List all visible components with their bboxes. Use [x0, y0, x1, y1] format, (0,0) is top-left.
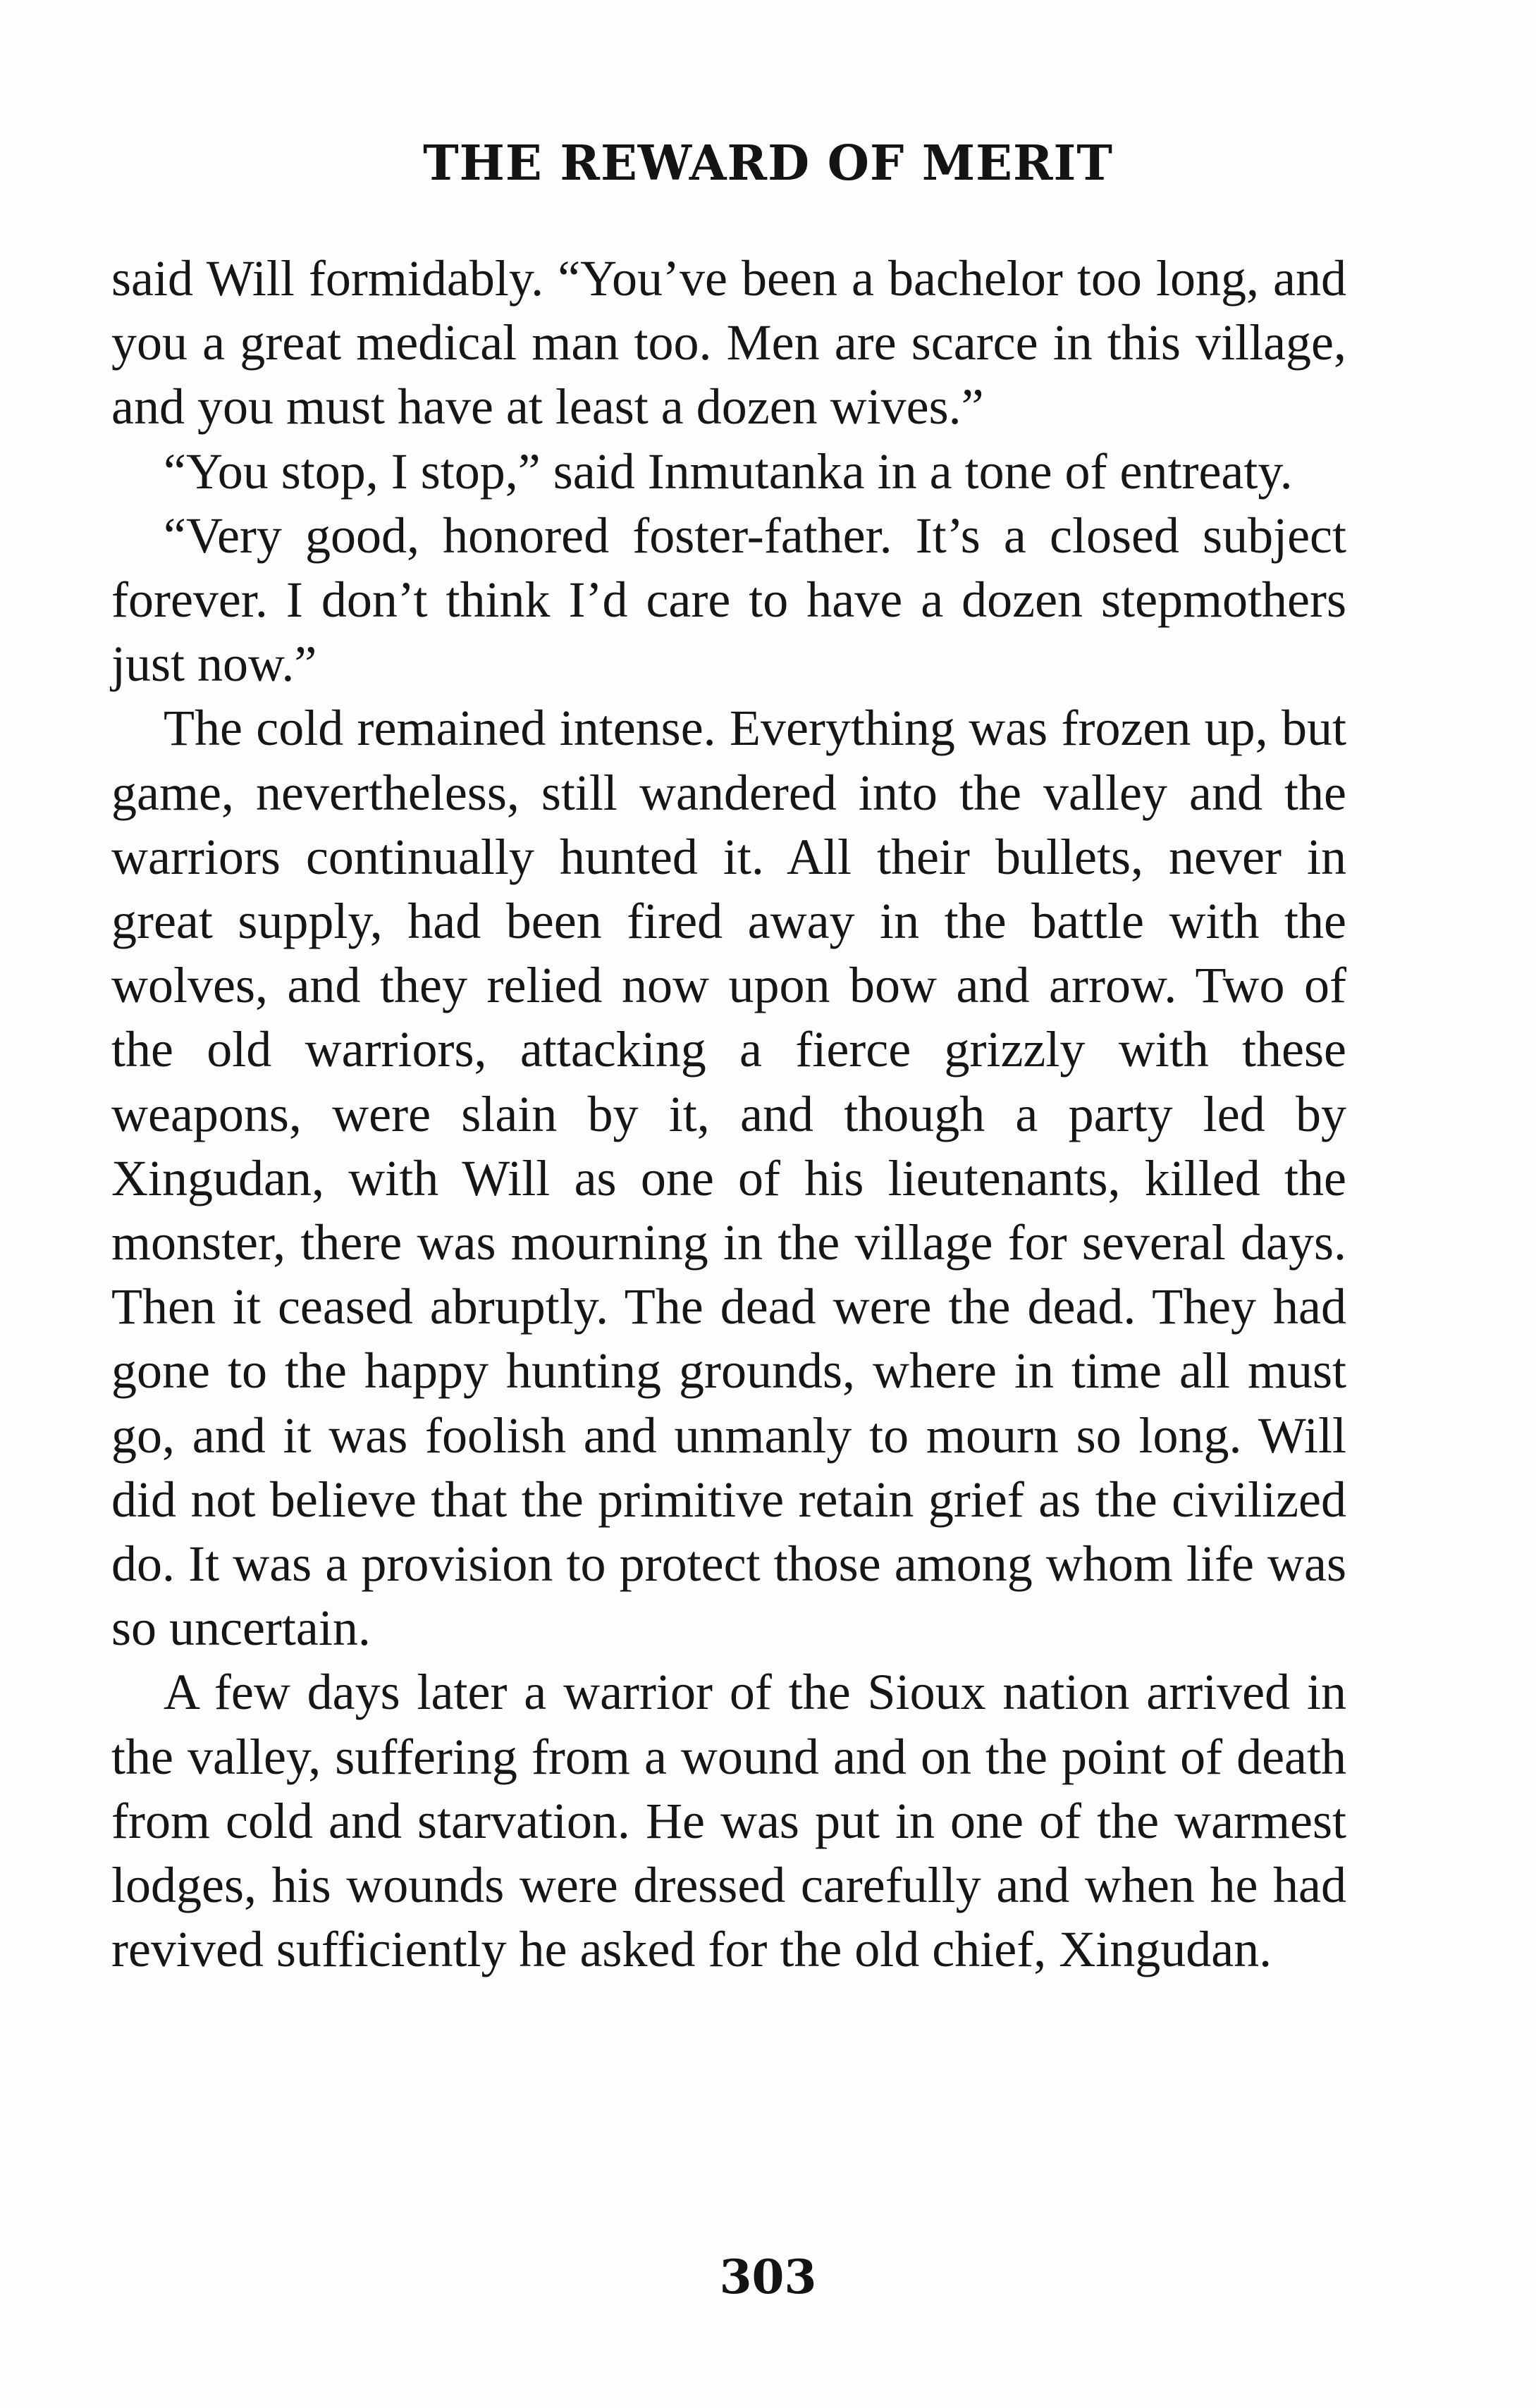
body-text	[111, 247, 1346, 1982]
paragraph: “Very good, honored foster-father. It’s a closed subject forever. I don’t think I’d care to have a dozen stepmothers just now.”	[111, 507, 1346, 693]
page-number: 303	[719, 2249, 817, 2304]
paragraph: “You stop, I stop,” said Inmutanka in a tone of entreaty.	[164, 443, 1293, 500]
paragraph: The cold remained intense. Everything was frozen up, but game, nevertheless, still wandered into the valley and the warriors continually hunted it. All their bullets, never in great supply, had been fired away in the battle with the wolves, and they relied now upon bow and arrow. Two of the old warriors, attacking a fierce grizzly with these weapons, were slain by it, and though a party led by Xingudan, with Will as one of his lieutenants, killed the monster, there was mourning in the village for several days. Then it ceased abruptly. The dead were the dead. They had gone to the happy hunting grounds, where in time all must go, and it was foolish and unmanly to mourn so long. Will did not believe that the primitive retain grief as the civilized do. It was a provision to protect those among whom life was so uncertain.	[111, 700, 1346, 1657]
paragraph: A few days later a warrior of the Sioux nation arrived in the valley, suffering from a wound and on the point of death from cold and starvation. He was put in one of the warmest lodges, his wounds were dressed carefully and when he had revived sufficiently he asked for the old chief, Xingudan.	[111, 1664, 1346, 1978]
paragraph-continued: said Will formidably. “You’ve been a bachelor too long, and you a great medical man too. Men are scarce in this village, and you must have at least a dozen wives.”	[111, 250, 1346, 436]
running-head: THE REWARD OF MERIT	[423, 135, 1113, 192]
